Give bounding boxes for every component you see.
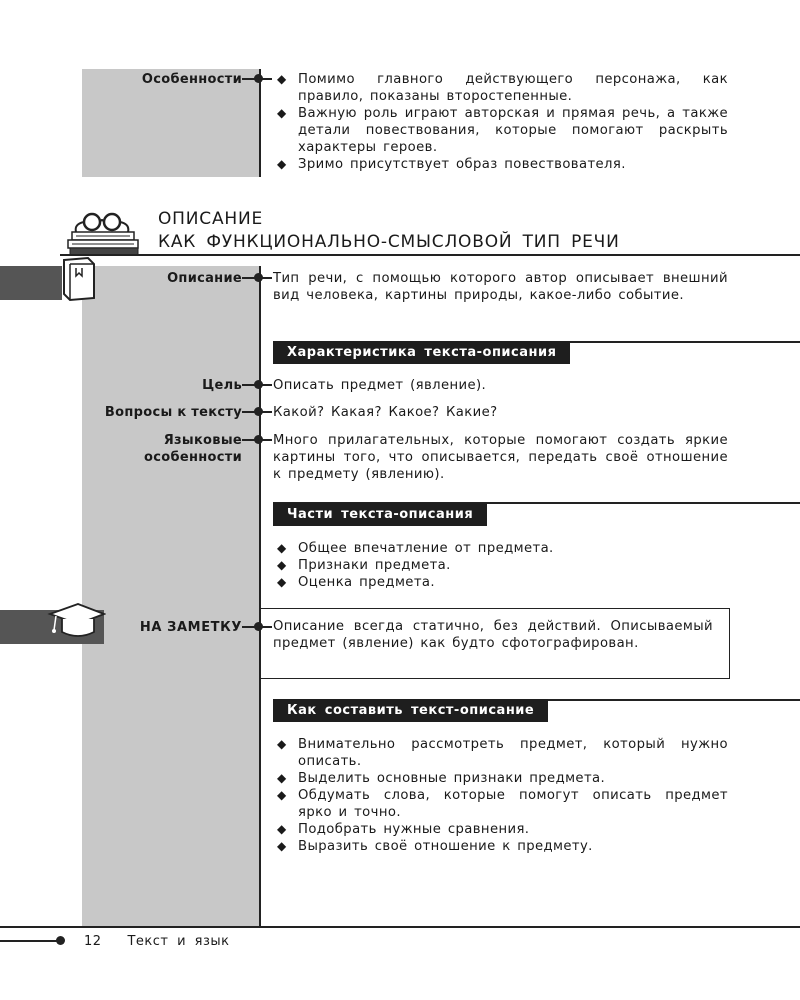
parts-list — [277, 540, 728, 591]
list-item: ◆ Оценка предмета. — [277, 575, 435, 590]
lang-label-line2: особенности — [143, 450, 242, 465]
diamond-bullet-icon: ◆ — [277, 157, 287, 171]
connector-lang — [242, 435, 272, 445]
goal-label: Цель — [202, 378, 242, 393]
definition-label: Описание — [167, 271, 242, 286]
parts-heading: Части текста-описания — [273, 503, 487, 526]
list-item: ◆ Внимательно рассмотреть предмет, который нужно описать. — [277, 737, 728, 769]
title-underline — [60, 254, 800, 256]
features-list — [277, 71, 728, 173]
list-item: ◆ Выделить основные признаки предмета. — [277, 771, 606, 786]
characteristics-heading: Характеристика текста-описания — [273, 341, 570, 364]
diamond-bullet-icon: ◆ — [277, 737, 287, 751]
lang-text: Много прилагательных, которые помогают создать яркие картины того, что описывается, передать своё отношение к предмету (явлению). — [273, 433, 728, 482]
diamond-bullet-icon: ◆ — [277, 822, 287, 836]
diamond-bullet-icon: ◆ — [277, 839, 287, 853]
note-text: Описание всегда статично, без действий. Описываемый предмет (явление) как будто сфотографирован. — [273, 619, 713, 651]
howto-heading: Как составить текст-описание — [273, 699, 548, 722]
connector-questions — [242, 407, 272, 417]
list-item: ◆ Подобрать нужные сравнения. — [277, 822, 530, 837]
connector-features — [242, 74, 272, 84]
list-item: ◆ Зримо присутствует образ повествователя. — [277, 157, 626, 172]
diamond-bullet-icon: ◆ — [277, 541, 287, 555]
section-title-line2: КАК ФУНКЦИОНАЛЬНО-СМЫСЛОВОЙ ТИП РЕЧИ — [158, 232, 620, 252]
page-number: 12 — [84, 934, 102, 949]
graduation-cap-icon — [46, 600, 106, 642]
tab-bar-book — [0, 266, 62, 300]
note-label: НА ЗАМЕТКУ — [139, 620, 242, 635]
howto-list — [277, 736, 728, 855]
book-icon — [58, 254, 102, 302]
diamond-bullet-icon: ◆ — [277, 788, 287, 802]
diamond-bullet-icon: ◆ — [277, 771, 287, 785]
list-item: ◆ Важную роль играют авторская и прямая речь, а также детали повествования, которые помогают раскрыть характеры героев. — [277, 106, 728, 155]
list-item: ◆ Общее впечатление от предмета. — [277, 541, 554, 556]
footer-connector — [0, 940, 60, 942]
lang-label-line1: Языковые — [163, 433, 242, 448]
goal-text: Описать предмет (явление). — [273, 378, 487, 393]
footer-text — [84, 933, 230, 950]
questions-label: Вопросы к тексту — [104, 405, 242, 420]
diamond-bullet-icon: ◆ — [277, 575, 287, 589]
glasses-on-books-icon — [62, 210, 144, 256]
connector-note — [242, 622, 272, 632]
connector-definition — [242, 273, 272, 283]
footer-rule — [0, 926, 800, 928]
list-item: ◆ Выразить своё отношение к предмету. — [277, 839, 593, 854]
list-item: ◆ Помимо главного действующего персонажа, как правило, показаны второстепенные. — [277, 72, 728, 104]
connector-goal — [242, 380, 272, 390]
diamond-bullet-icon: ◆ — [277, 558, 287, 572]
diamond-bullet-icon: ◆ — [277, 106, 287, 120]
definition-text: Тип речи, с помощью которого автор описывает внешний вид человека, картины природы, какое-либо событие. — [273, 271, 728, 303]
diamond-bullet-icon: ◆ — [277, 72, 287, 86]
features-label: Особенности — [141, 72, 242, 87]
vertical-rule-top — [259, 69, 261, 177]
list-item: ◆ Признаки предмета. — [277, 558, 451, 573]
section-title-line1: ОПИСАНИЕ — [158, 209, 264, 229]
footer-dot — [56, 936, 65, 945]
vertical-rule-main — [259, 266, 261, 926]
footer-section-name: Текст и язык — [127, 934, 230, 949]
sidebar-block-main — [82, 266, 259, 926]
questions-text: Какой? Какая? Какое? Какие? — [273, 405, 498, 420]
list-item: ◆ Обдумать слова, которые помогут описать предмет ярко и точно. — [277, 788, 728, 820]
